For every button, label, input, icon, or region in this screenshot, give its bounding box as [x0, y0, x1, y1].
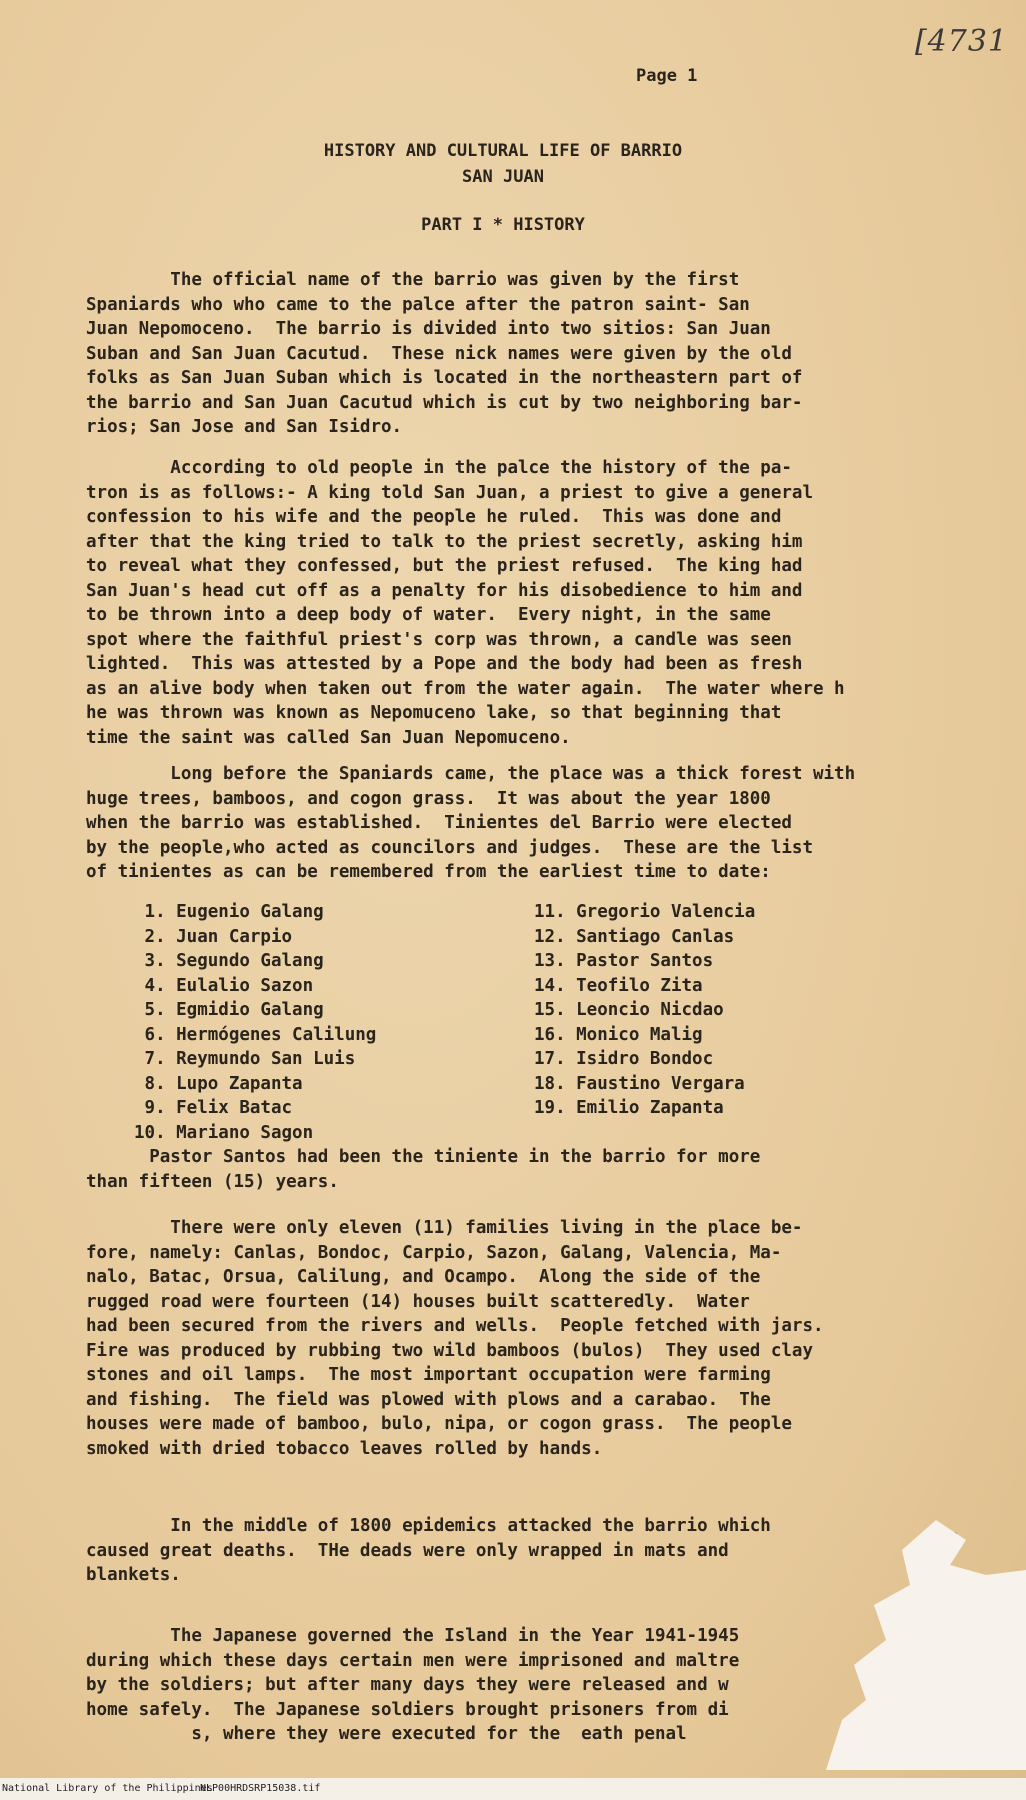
document-title-line1: HISTORY AND CULTURAL LIFE OF BARRIO: [323, 141, 683, 161]
part-heading: PART I * HISTORY: [421, 215, 585, 235]
list-item: 19. Emilio Zapanta: [534, 1098, 724, 1118]
list-item: 12. Santiago Canlas: [534, 926, 735, 947]
list-item: 13. Pastor Santos: [534, 951, 714, 971]
list-item: 3. Segundo Galang: [134, 951, 324, 971]
paragraph-epidemic: In the middle of 1800 epidemics attacked the barrio which caused great deaths. THe deads were only wrapped in mats and blankets.: [86, 1516, 771, 1585]
footer-library: National Library of the Philippines: [2, 1783, 213, 1794]
page-number: Page 1: [636, 66, 698, 86]
list-item: 2. Juan Carpio: [134, 926, 293, 947]
tinientes-list-left: [134, 900, 376, 1145]
paragraph-official-name: The official name of the barrio was given by the first Spaniards who who came to the palce after the patron saint- San Juan Nepomoceno. The barrio is divided into two sitios: San Juan Suban and San Juan Cacutud. These nick names were given by the old folks as San Juan Suban which is located in the northeastern part of the barrio and San Juan Cacutud which is cut by two neighboring bar- rios; San Jose and San Isidro.: [86, 270, 803, 437]
list-item: 7. Reymundo San Luis: [134, 1049, 356, 1069]
paragraph-pastor-santos: Pastor Santos had been the tiniente in the barrio for more than fifteen (15) years.: [86, 1147, 761, 1192]
list-item: 8. Lupo Zapanta: [134, 1073, 303, 1094]
list-item: 14. Teofilo Zita: [534, 975, 703, 996]
archive-footer: [0, 1778, 1026, 1800]
list-item: 16. Monico Malig: [534, 1024, 703, 1045]
paragraph-japanese: The Japanese governed the Island in the Year 1941-1945 during which these days certain men were imprisoned and maltre by the soldiers; but after many days they were released and w home safely. The Japanese soldiers brought prisoners from di s, where they were executed for the eath penal: [86, 1626, 740, 1744]
archive-number: [4731: [914, 24, 1008, 59]
paragraph-tinientes-intro: Long before the Spaniards came, the place was a thick forest with huge trees, bamboos, and cogon grass. It was about the year 1800 when the barrio was established. Tinientes del Barrio were elected by the people,who acted as councilors and judges. These are the list of tinientes as can be remembered from the earliest time to date:: [86, 764, 856, 882]
list-item: 17. Isidro Bondoc: [534, 1049, 714, 1069]
list-item: 11. Gregorio Valencia: [534, 902, 756, 922]
list-item: 4. Eulalio Sazon: [134, 975, 314, 996]
footer-filename: NLP00HRDSRP15038.tif: [200, 1783, 321, 1794]
list-item: 5. Egmidio Galang: [134, 1000, 324, 1020]
list-item: 6. Hermógenes Calilung: [134, 1024, 377, 1045]
list-item: 9. Felix Batac: [134, 1098, 293, 1118]
list-item: 18. Faustino Vergara: [534, 1073, 745, 1094]
paragraph-families: There were only eleven (11) families living in the place be- fore, namely: Canlas, Bondoc, Carpio, Sazon, Galang, Valencia, Ma- nalo, Batac, Orsua, Calilung, and Ocampo. Along the side of the rugged road were fourteen (14) houses built scatteredly. Water had been secured from the rivers and wells. People fetched with jars. Fire was produced by rubbing two wild bamboos (bulos) They used clay stones and oil lamps. The most important occupation were farming and fishing. The field was plowed with plows and a carabao. The houses were made of bamboo, bulo, nipa, or cogon grass. The people smoked with dried tobacco leaves rolled by hands.: [86, 1218, 824, 1459]
list-item: 15. Leoncio Nicdao: [534, 1000, 724, 1020]
list-item: 10. Mariano Sagon: [134, 1122, 314, 1143]
tinientes-list-right: [534, 900, 755, 1121]
document-title-line2: SAN JUAN: [462, 167, 544, 187]
paragraph-patron-history: According to old people in the palce the history of the pa- tron is as follows:- A king told San Juan, a priest to give a general confession to his wife and the people he ruled. This was done and after that the king tried to talk to the priest secretly, asking him to reveal what they confessed, but the priest refused. The king had San Juan's head cut off as a penalty for his disobedience to him and to be thrown into a deep body of water. Every night, in the same spot where the faithful priest's corp was thrown, a candle was seen lighted. This was attested by a Pope and the body had been as fresh as an alive body when taken out from the water again. The water where h he was thrown was known as Nepomuceno lake, so that beginning that time the saint was called San Juan Nepomuceno.: [86, 458, 845, 748]
list-item: 1. Eugenio Galang: [134, 902, 324, 922]
